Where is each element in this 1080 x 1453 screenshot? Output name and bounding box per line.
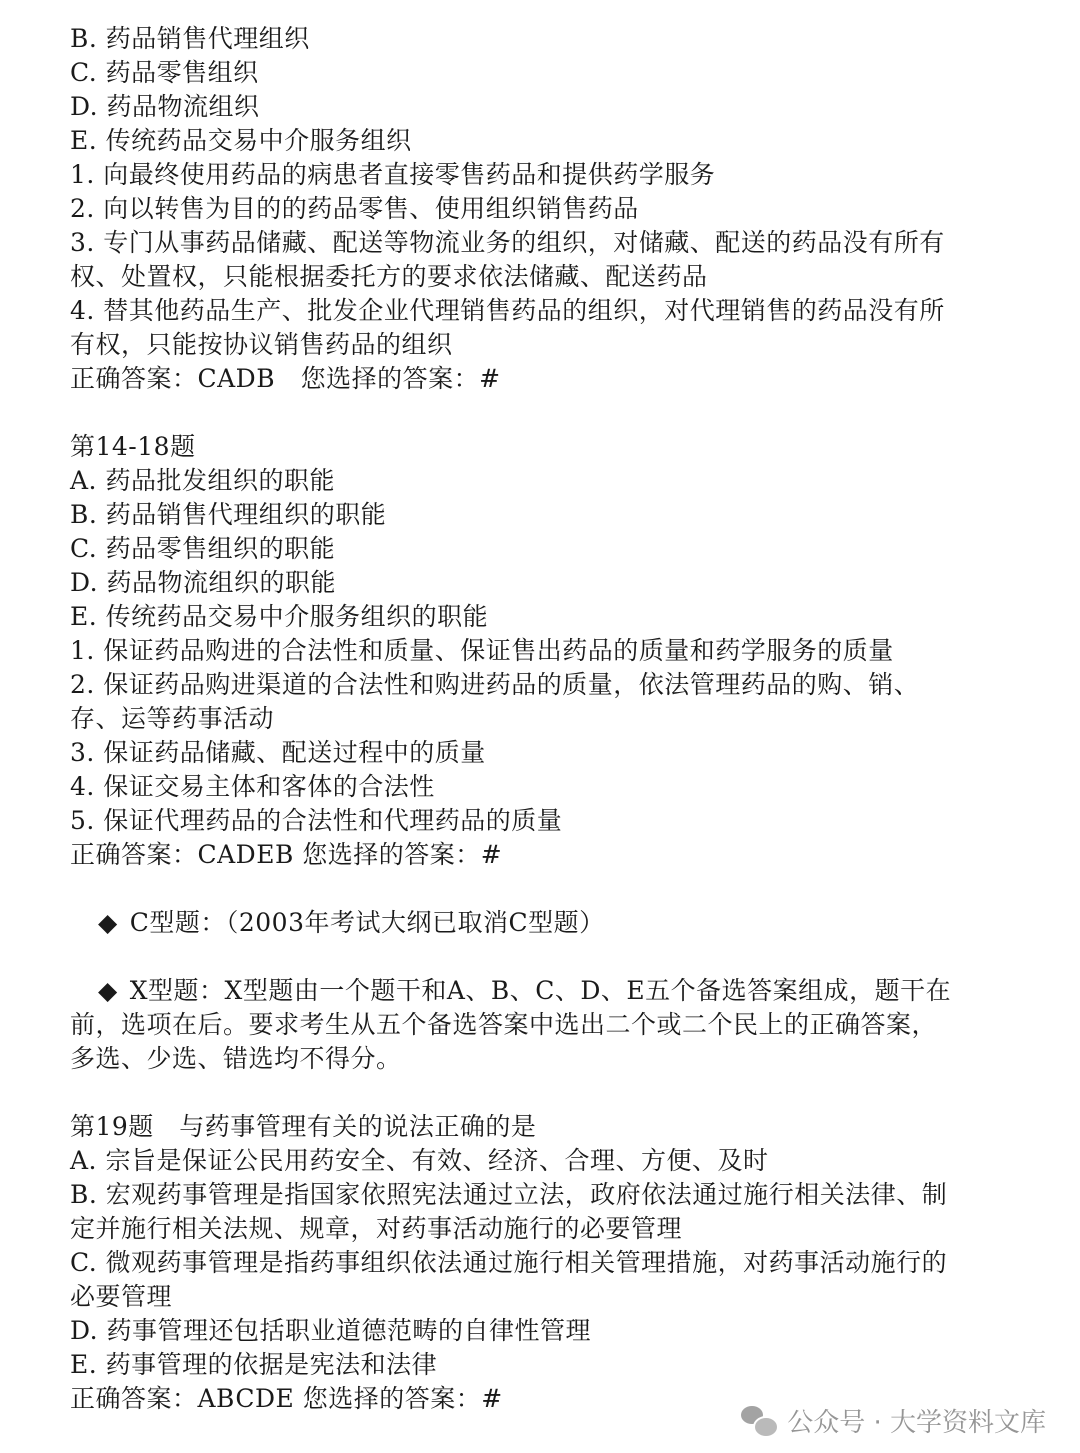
option-e: E. 传统药品交易中介服务组织的职能 (70, 602, 489, 631)
option-d: D. 药事管理还包括职业道德范畴的自律性管理 (70, 1316, 592, 1345)
item-4: 4. 替其他药品生产、批发企业代理销售药品的组织，对代理销售的药品没有所 (70, 296, 945, 325)
item-3: 3. 专门从事药品储藏、配送等物流业务的组织，对储藏、配送的药品没有所有 (70, 228, 945, 257)
option-d: D. 药品物流组织 (70, 92, 260, 121)
option-a: A. 宗旨是保证公民用药安全、有效、经济、合理、方便、及时 (70, 1146, 769, 1175)
watermark (741, 1402, 1046, 1439)
watermark-text: 公众号 · 大学资料文库 (787, 1408, 1046, 1438)
item-2: 2. 向以转售为目的的药品零售、使用组织销售药品 (70, 194, 639, 223)
item-4-cont: 有权，只能按协议销售药品的组织 (70, 330, 453, 359)
item-3: 3. 保证药品储藏、配送过程中的质量 (70, 738, 486, 767)
option-b-cont: 定并施行相关法规、规章，对药事活动施行的必要管理 (70, 1214, 683, 1243)
item-5: 5. 保证代理药品的合法性和代理药品的质量 (70, 806, 563, 835)
answer-line: 正确答案：ABCDE 您选择的答案：# (70, 1384, 503, 1413)
question-block-1 (70, 22, 990, 396)
option-b: B. 宏观药事管理是指国家依照宪法通过立法，政府依法通过施行相关法律、制 (70, 1180, 948, 1209)
option-e: E. 药事管理的依据是宪法和法律 (70, 1350, 438, 1379)
section-x-description (70, 974, 990, 1076)
option-e: E. 传统药品交易中介服务组织 (70, 126, 412, 155)
item-2-cont: 存、运等药事活动 (70, 704, 275, 733)
item-3-cont: 权、处置权，只能根据委托方的要求依法储藏、配送药品 (70, 262, 708, 291)
option-c: C. 药品零售组织的职能 (70, 534, 336, 563)
section-c-heading (70, 906, 990, 940)
answer-line: 正确答案：CADEB 您选择的答案：# (70, 840, 503, 869)
question-block-3 (70, 1110, 990, 1416)
option-c: C. 微观药事管理是指药事组织依法通过施行相关管理措施，对药事活动施行的 (70, 1248, 948, 1277)
item-1: 1. 向最终使用药品的病患者直接零售药品和提供药学服务 (70, 160, 716, 189)
option-d: D. 药品物流组织的职能 (70, 568, 337, 597)
question-block-2 (70, 430, 990, 872)
diamond-bullet-icon: ◆ (98, 976, 118, 1005)
document-page (70, 22, 990, 1416)
diamond-bullet-icon: ◆ (98, 908, 118, 937)
question-title: 第14-18题 (70, 432, 196, 461)
section-x-line-2: 前，选项在后。要求考生从五个备选答案中选出二个或二个民上的正确答案， (70, 1010, 938, 1039)
section-x-line-1 (70, 974, 990, 1008)
section-c-text: C型题：（2003年考试大纲已取消C型题） (129, 908, 605, 937)
option-b: B. 药品销售代理组织的职能 (70, 500, 387, 529)
item-2: 2. 保证药品购进渠道的合法性和购进药品的质量，依法管理药品的购、销、 (70, 670, 920, 699)
section-x-line-3: 多选、少选、错选均不得分。 (70, 1044, 402, 1073)
question-title: 第19题 与药事管理有关的说法正确的是 (70, 1112, 537, 1141)
option-c-cont: 必要管理 (70, 1282, 173, 1311)
item-1: 1. 保证药品购进的合法性和质量、保证售出药品的质量和药学服务的质量 (70, 636, 894, 665)
wechat-icon (741, 1406, 777, 1436)
item-4: 4. 保证交易主体和客体的合法性 (70, 772, 435, 801)
option-a: A. 药品批发组织的职能 (70, 466, 335, 495)
option-c: C. 药品零售组织 (70, 58, 259, 87)
answer-line: 正确答案：CADB 您选择的答案：# (70, 364, 501, 393)
section-x-text: X型题：X型题由一个题干和A、B、C、D、E五个备选答案组成，题干在 (129, 976, 952, 1005)
option-b: B. 药品销售代理组织 (70, 24, 310, 53)
